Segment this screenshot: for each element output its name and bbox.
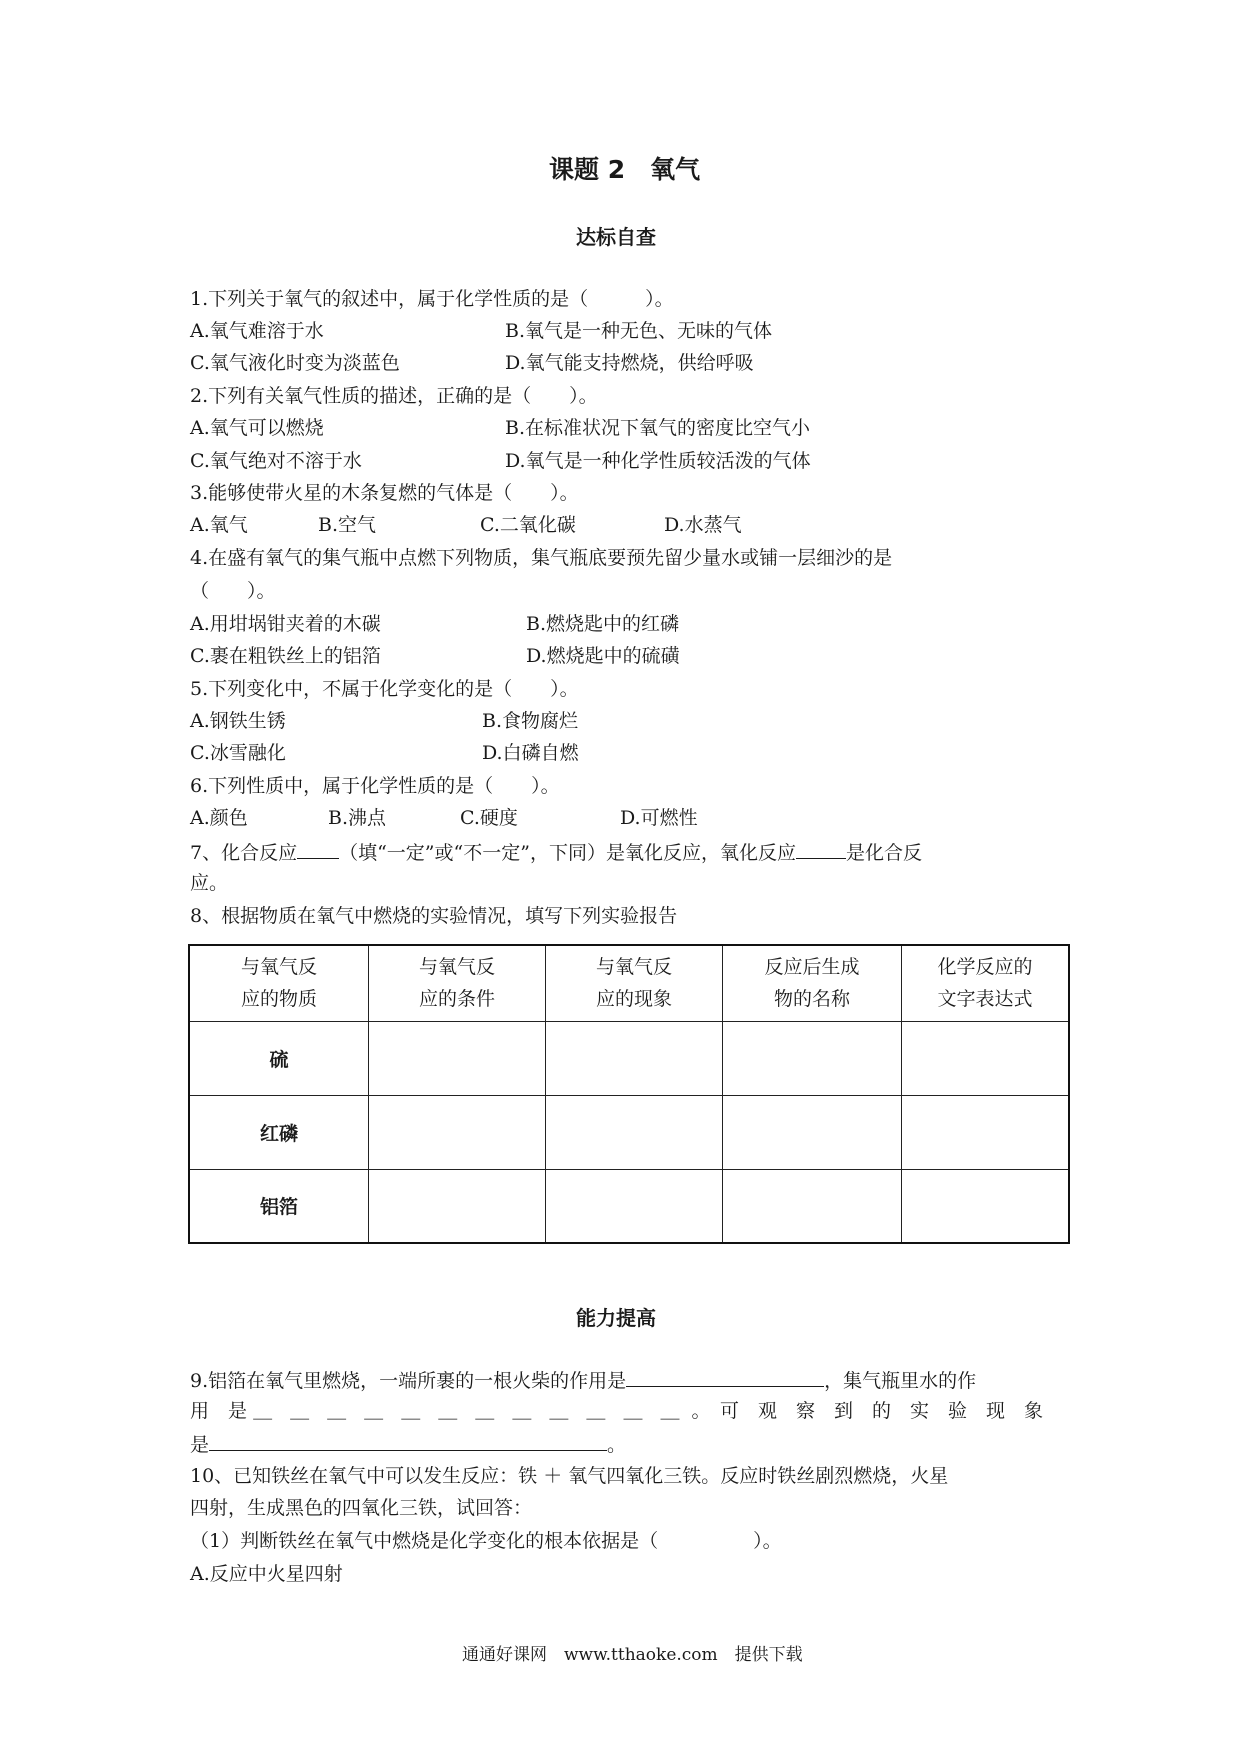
table-row: [189, 1095, 1069, 1169]
question-2-option-b: B.在标准状况下氧气的密度比空气小: [505, 417, 811, 439]
question-7-line-2: 应。: [190, 872, 229, 894]
table-cell-empty[interactable]: [723, 1095, 902, 1169]
question-9-text-e: 是: [190, 1434, 210, 1456]
question-4-option-b: B.燃烧匙中的红磷: [526, 613, 680, 635]
question-9-blank-1[interactable]: [626, 1366, 824, 1387]
question-9-line-1: [190, 1366, 976, 1394]
table-cell-empty[interactable]: [369, 1095, 546, 1169]
table-row: [189, 1021, 1069, 1095]
question-10-sub-1: （1）判断铁丝在氧气中燃烧是化学变化的根本依据是（ ）。: [190, 1530, 782, 1552]
experiment-report-table: [188, 944, 1070, 1244]
question-1-stem: 1.下列关于氧气的叙述中，属于化学性质的是（ ）。: [190, 288, 674, 310]
question-2-option-d: D.氧气是一种化学性质较活泼的气体: [505, 450, 811, 472]
question-9-text-a: 9.铝箔在氧气里燃烧，一端所裹的一根火柴的作用是: [190, 1370, 627, 1392]
question-4-stem-continued: （ ）。: [190, 580, 276, 602]
question-5-option-a: A.钢铁生锈: [190, 710, 286, 732]
section-heading-ability: 能力提高: [576, 1306, 656, 1330]
question-6-option-b: B.沸点: [328, 807, 387, 829]
question-6-option-a: A.颜色: [190, 807, 248, 829]
question-1-option-b: B.氧气是一种无色、无味的气体: [505, 320, 773, 342]
question-9-text-c: 用 是: [190, 1400, 248, 1422]
question-9-text-b: ，集气瓶里水的作: [824, 1370, 977, 1392]
table-row: [189, 1169, 1069, 1243]
table-cell-substance: 红磷: [189, 1095, 369, 1169]
page-footer: 通通好课网 www.tthaoke.com 提供下载: [462, 1645, 803, 1665]
table-header-row: [189, 945, 1069, 1021]
table-header-phenomenon: 与氧气反 应的现象: [546, 945, 723, 1021]
question-10-option-a: A.反应中火星四射: [190, 1563, 343, 1585]
table-cell-empty[interactable]: [369, 1169, 546, 1243]
table-cell-empty[interactable]: [902, 1095, 1070, 1169]
question-7-blank-2[interactable]: [796, 838, 846, 859]
question-5-option-c: C.冰雪融化: [190, 742, 286, 764]
question-5-stem: 5.下列变化中，不属于化学变化的是（ ）。: [190, 678, 579, 700]
table-cell-substance: 硫: [189, 1021, 369, 1095]
question-2-option-c: C.氧气绝对不溶于水: [190, 450, 362, 472]
question-3-option-b: B.空气: [318, 514, 377, 536]
question-6-option-c: C.硬度: [460, 807, 518, 829]
table-cell-empty[interactable]: [546, 1169, 723, 1243]
question-10-line-2: 四射，生成黑色的四氧化三铁，试回答：: [190, 1497, 533, 1519]
table-header-condition: 与氧气反 应的条件: [369, 945, 546, 1021]
question-3-stem: 3.能够使带火星的木条复燃的气体是（ ）。: [190, 482, 579, 504]
question-5-option-d: D.白磷自燃: [482, 742, 579, 764]
question-9-text-f: 。: [607, 1434, 627, 1456]
question-1-option-a: A.氧气难溶于水: [190, 320, 324, 342]
page-title: 课题 2 氧气: [549, 155, 701, 184]
table-cell-empty[interactable]: [546, 1021, 723, 1095]
question-7-text-b: （填“一定”或“不一定”，下同）是氧化反应，氧化反应: [339, 842, 796, 864]
question-5-option-b: B.食物腐烂: [482, 710, 579, 732]
question-2-stem: 2.下列有关氧气性质的描述，正确的是（ ）。: [190, 385, 598, 407]
table-cell-empty[interactable]: [723, 1169, 902, 1243]
question-9-line-3: [190, 1430, 626, 1458]
question-10-line-1: 10、已知铁丝在氧气中可以发生反应：铁 ＋ 氧气四氧化三铁。反应时铁丝剧烈燃烧，火星: [190, 1465, 949, 1487]
question-9-text-d: 。 可 观 察 到 的 实 验 现 象: [691, 1400, 1044, 1422]
question-2-option-a: A.氧气可以燃烧: [190, 417, 324, 439]
question-7-line-1: [190, 838, 922, 866]
question-3-option-a: A.氧气: [190, 514, 248, 536]
table-cell-substance: 铝箔: [189, 1169, 369, 1243]
question-9-blank-3[interactable]: [209, 1430, 607, 1451]
question-9-blank-2[interactable]: ＿ ＿ ＿ ＿ ＿ ＿ ＿ ＿ ＿ ＿ ＿ ＿: [253, 1400, 686, 1422]
table-cell-empty[interactable]: [369, 1021, 546, 1095]
question-1-option-d: D.氧气能支持燃烧，供给呼吸: [505, 352, 754, 374]
table-cell-empty[interactable]: [902, 1169, 1070, 1243]
question-6-stem: 6.下列性质中，属于化学性质的是（ ）。: [190, 775, 560, 797]
question-1-option-c: C.氧气液化时变为淡蓝色: [190, 352, 400, 374]
question-3-option-c: C.二氧化碳: [480, 514, 576, 536]
table-header-substance: 与氧气反 应的物质: [189, 945, 369, 1021]
table-cell-empty[interactable]: [723, 1021, 902, 1095]
question-7-text-a: 7、化合反应: [190, 842, 298, 864]
table-cell-empty[interactable]: [546, 1095, 723, 1169]
section-heading-self-check: 达标自查: [576, 225, 656, 249]
table-header-product: 反应后生成 物的名称: [723, 945, 902, 1021]
question-3-option-d: D.水蒸气: [664, 514, 742, 536]
question-7-blank-1[interactable]: [297, 838, 339, 859]
question-8-stem: 8、根据物质在氧气中燃烧的实验情况，填写下列实验报告: [190, 905, 678, 927]
question-4-option-c: C.裹在粗铁丝上的铝箔: [190, 645, 381, 667]
question-4-option-a: A.用坩埚钳夹着的木碳: [190, 613, 381, 635]
question-4-stem: 4.在盛有氧气的集气瓶中点燃下列物质，集气瓶底要预先留少量水或铺一层细沙的是: [190, 547, 893, 569]
table-cell-empty[interactable]: [902, 1021, 1070, 1095]
question-9-line-2: [190, 1398, 1043, 1424]
question-4-option-d: D.燃烧匙中的硫磺: [526, 645, 680, 667]
question-7-text-c: 是化合反: [845, 842, 922, 864]
question-6-option-d: D.可燃性: [620, 807, 698, 829]
table-header-equation: 化学反应的 文字表达式: [902, 945, 1070, 1021]
